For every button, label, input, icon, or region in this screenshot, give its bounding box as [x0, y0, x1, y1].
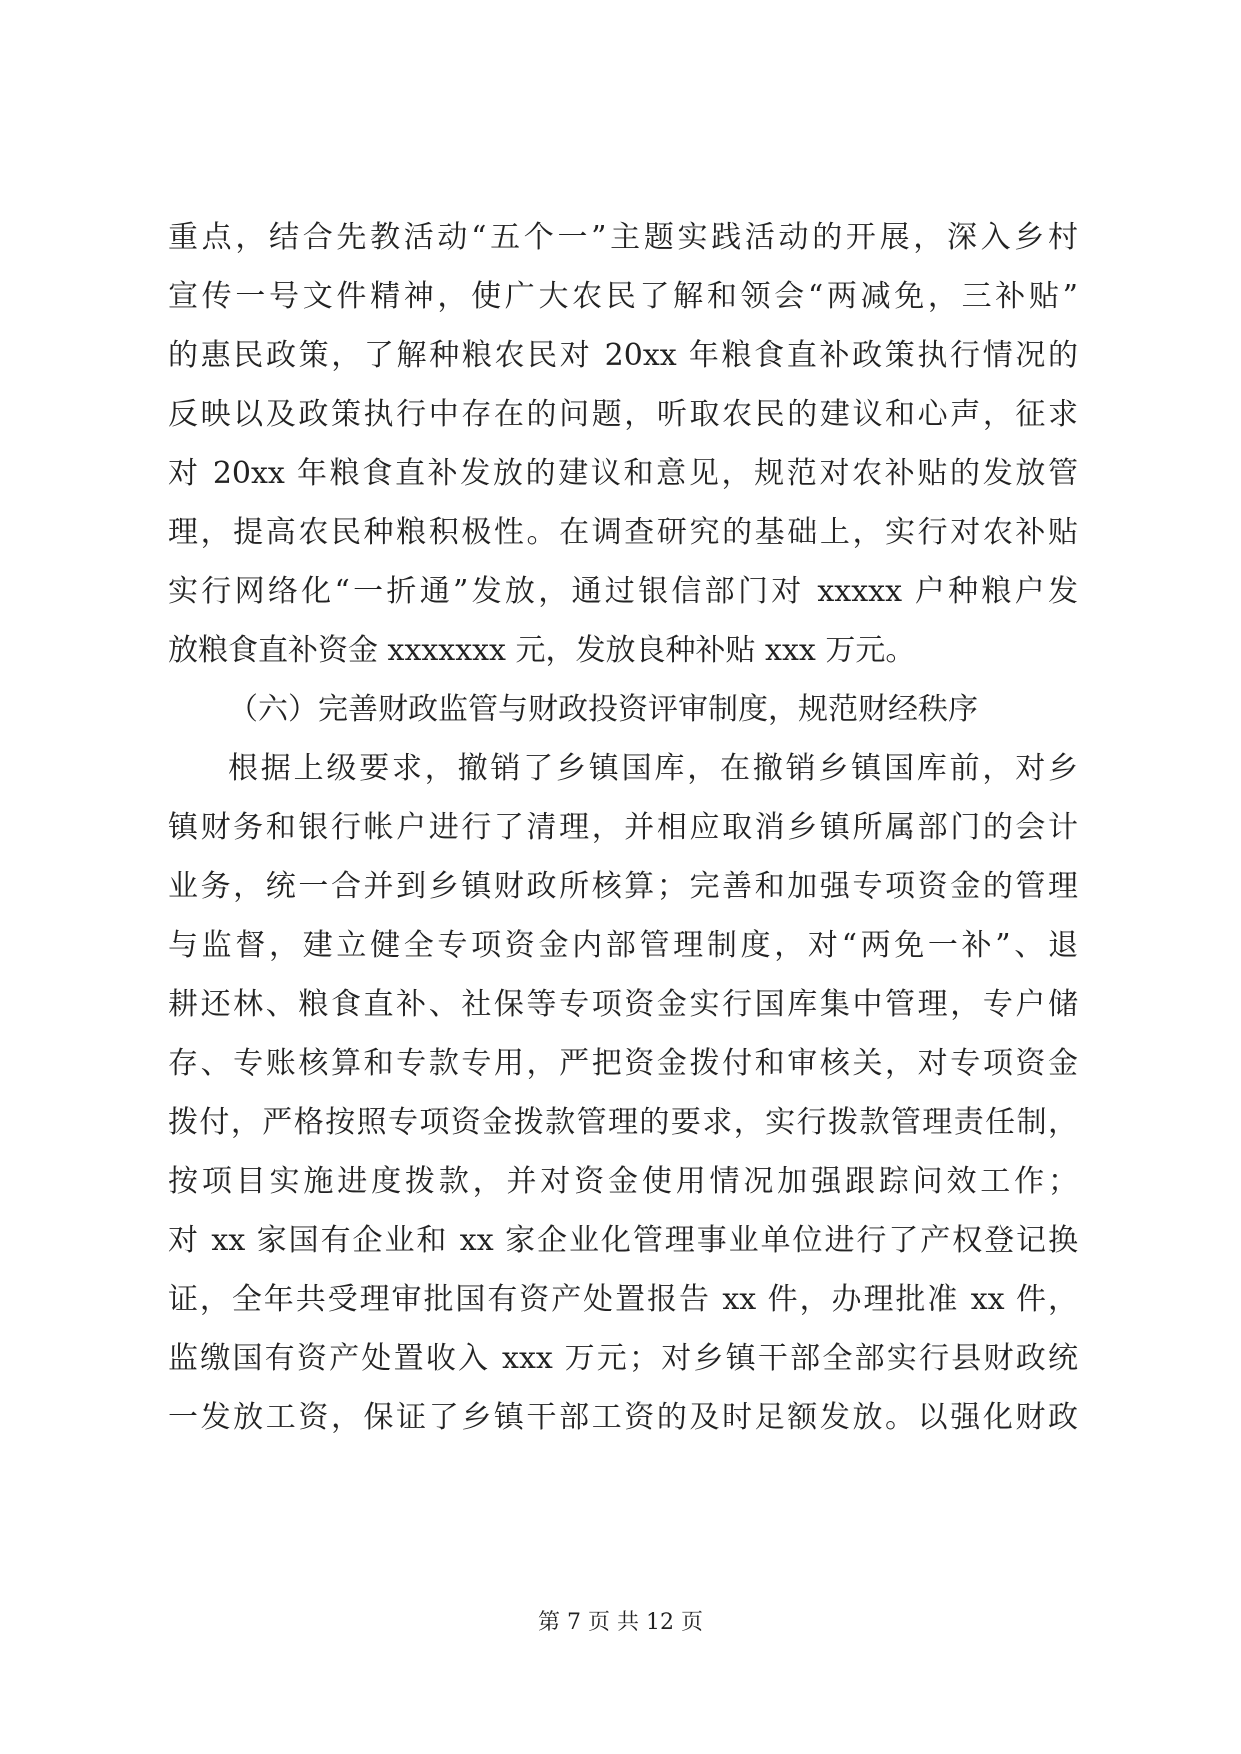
text-line: 存、专账核算和专款专用，严把资金拨付和审核关，对专项资金 — [168, 1046, 1078, 1081]
page-number: 第 7 页 共 12 页 — [538, 1610, 703, 1635]
text-line: 与监督，建立健全专项资金内部管理制度，对“两免一补”、退 — [168, 928, 1078, 963]
text-line: 监缴国有资产处置收入 xxx 万元；对乡镇干部全部实行县财政统 — [168, 1341, 1078, 1376]
text-line: 业务，统一合并到乡镇财政所核算；完善和加强专项资金的管理 — [168, 869, 1078, 904]
section-heading: （六）完善财政监管与财政投资评审制度，规范财经秩序 — [228, 692, 978, 727]
text-line: 拨付，严格按照专项资金拨款管理的要求，实行拨款管理责任制， — [168, 1105, 1078, 1140]
text-line: 反映以及政策执行中存在的问题，听取农民的建议和心声，征求 — [168, 397, 1078, 432]
text-line: 放粮食直补资金 xxxxxxx 元，发放良种补贴 xxx 万元。 — [168, 633, 916, 668]
text-line: 的惠民政策，了解种粮农民对 20xx 年粮食直补政策执行情况的 — [168, 338, 1078, 373]
text-line: 证，全年共受理审批国有资产处置报告 xx 件，办理批准 xx 件， — [168, 1282, 1078, 1317]
text-line: 对 xx 家国有企业和 xx 家企业化管理事业单位进行了产权登记换 — [168, 1223, 1078, 1258]
text-line: 一发放工资，保证了乡镇干部工资的及时足额发放。以强化财政 — [168, 1400, 1078, 1435]
body-text — [168, 208, 1078, 1447]
text-line: 按项目实施进度拨款，并对资金使用情况加强跟踪问效工作； — [168, 1164, 1078, 1199]
text-line: 理，提高农民种粮积极性。在调查研究的基础上，实行对农补贴 — [168, 515, 1078, 550]
text-line: 宣传一号文件精神，使广大农民了解和领会“两减免，三补贴” — [168, 279, 1078, 314]
text-line: 对 20xx 年粮食直补发放的建议和意见，规范对农补贴的发放管 — [168, 456, 1078, 491]
text-line: 耕还林、粮食直补、社保等专项资金实行国库集中管理，专户储 — [168, 987, 1078, 1022]
text-line: 实行网络化“一折通”发放，通过银信部门对 xxxxx 户种粮户发 — [168, 574, 1078, 609]
text-line: 根据上级要求，撤销了乡镇国库，在撤销乡镇国库前，对乡 — [228, 751, 1078, 786]
text-line: 镇财务和银行帐户进行了清理，并相应取消乡镇所属部门的会计 — [168, 810, 1078, 845]
text-line: 重点，结合先教活动“五个一”主题实践活动的开展，深入乡村 — [168, 220, 1078, 255]
